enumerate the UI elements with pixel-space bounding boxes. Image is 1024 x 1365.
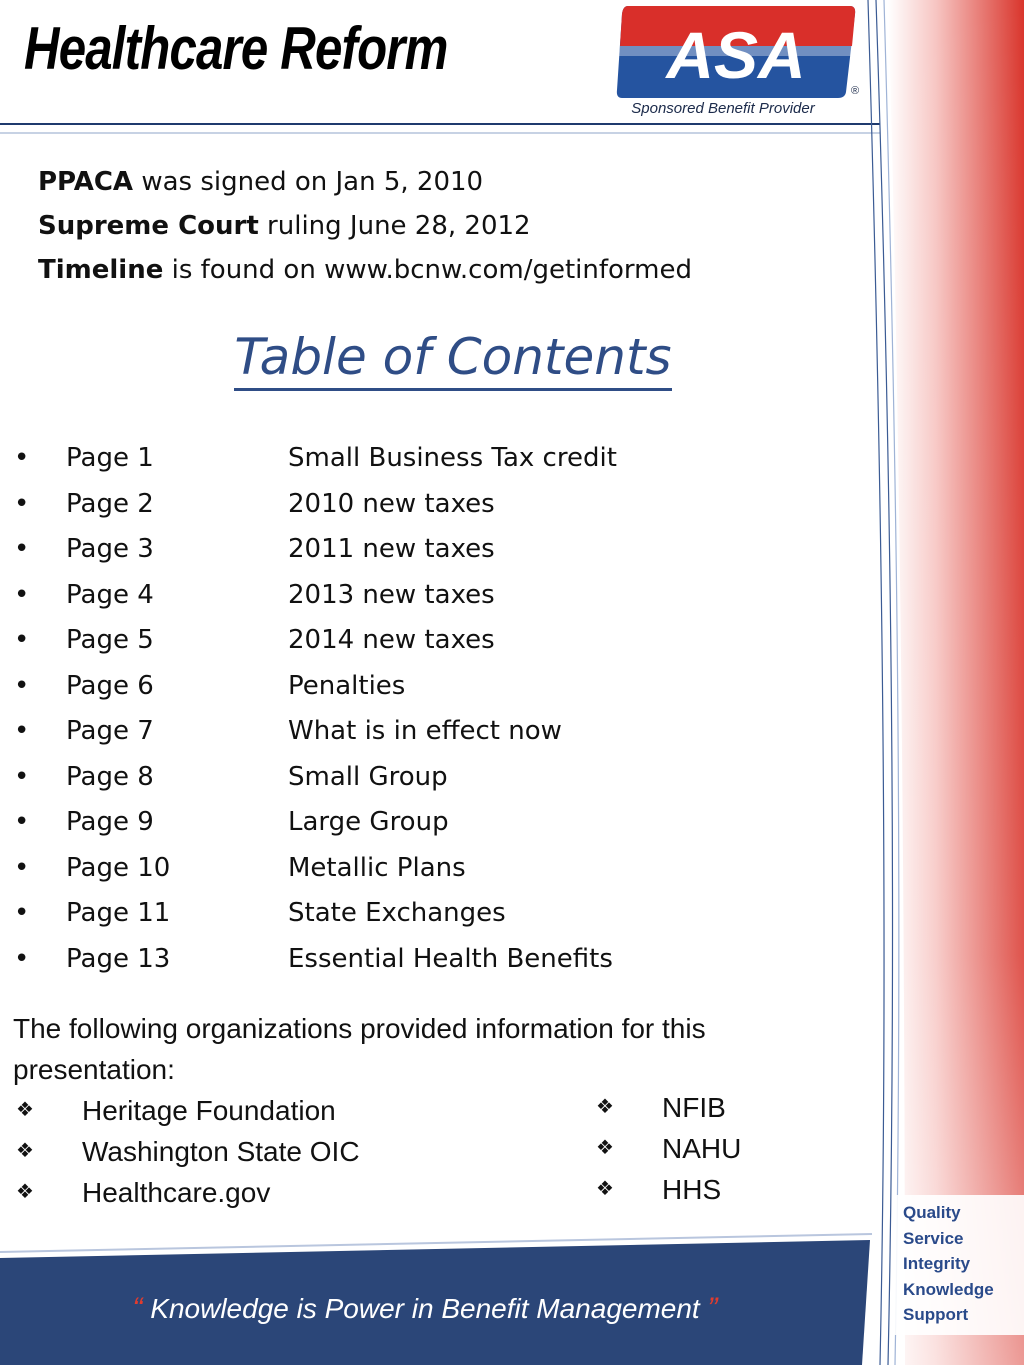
bullet-icon: • [14,443,30,473]
toc-item [14,436,874,482]
toc-page: Page 1 [66,443,154,473]
toc-item [14,755,874,801]
logo-registered: ® [851,85,860,97]
value-item: Support [903,1305,969,1324]
value-item: Quality [903,1203,961,1222]
toc-page: Page 7 [66,716,154,746]
intro-block [38,160,692,292]
bullet-icon: • [14,716,30,746]
toc-topic: 2011 new taxes [288,534,495,564]
intro-bold: Timeline [38,255,164,285]
toc-topic: Small Business Tax credit [288,443,617,473]
toc-topic: Large Group [288,807,449,837]
organization-name: Washington State OIC [82,1136,360,1167]
toc-topic: Metallic Plans [288,852,466,883]
toc-heading-text: Table of Contents [234,328,671,391]
bullet-icon: • [14,625,30,655]
toc-page: Page 13 [66,943,171,974]
close-quote-mark: ” [707,1292,718,1325]
diamond-bullet-icon: ❖ [596,1178,614,1200]
value-item: Integrity [903,1254,971,1273]
toc-topic: 2014 new taxes [288,625,495,655]
logo-tagline: Sponsored Benefit Provider [631,100,815,117]
organization-name: HHS [662,1174,722,1205]
toc-item [14,937,874,983]
intro-line-timeline [38,248,692,292]
organization-name: Healthcare.gov [82,1177,271,1208]
toc-item [14,482,874,528]
toc-list [14,436,874,982]
value-item: Knowledge [903,1279,994,1299]
bullet-icon: • [14,943,30,974]
toc-page: Page 11 [66,898,171,928]
bullet-icon: • [14,807,30,837]
toc-topic: State Exchanges [288,898,506,928]
footer-quote [0,1292,850,1326]
footer-quote-text: Knowledge is Power in Benefit Management [150,1293,700,1324]
diamond-bullet-icon: ❖ [596,1096,614,1118]
toc-item [14,891,874,937]
toc-page: Page 8 [66,761,154,792]
diamond-bullet-icon: ❖ [596,1137,614,1159]
bullet-icon: • [14,761,30,792]
toc-topic: Penalties [288,670,406,701]
toc-page: Page 3 [66,534,154,564]
toc-page: Page 5 [66,625,154,655]
logo-text: ASA [666,18,806,92]
toc-heading [0,328,906,386]
toc-page: Page 10 [66,852,171,883]
intro-bold: Supreme Court [38,211,259,241]
toc-page: Page 4 [66,579,154,610]
bullet-icon: • [14,488,30,519]
toc-topic: 2010 new taxes [288,488,495,519]
toc-item [14,527,874,573]
organization-name: NAHU [662,1133,742,1164]
page-title: Healthcare Reform [24,15,448,82]
intro-text: ruling June 28, 2012 [258,211,531,241]
toc-item [14,573,874,619]
intro-text: is found on www.bcnw.com/getinformed [163,255,692,285]
organization-name: Heritage Foundation [82,1095,336,1126]
toc-topic: Small Group [288,761,448,792]
diamond-bullet-icon: ❖ [16,1181,34,1203]
toc-page: Page 2 [66,488,154,519]
toc-page: Page 6 [66,670,154,701]
organization-name: NFIB [662,1092,726,1123]
intro-bold: PPACA [38,167,134,197]
toc-item [14,618,874,664]
header-rule [0,124,880,133]
toc-page: Page 9 [66,807,154,837]
company-values [903,1200,994,1328]
toc-item [14,664,874,710]
organizations-intro: The following organizations provided information for this presentation: [13,1013,706,1085]
intro-text: was signed on Jan 5, 2010 [133,167,484,197]
bullet-icon: • [14,534,30,564]
open-quote-mark: “ [132,1292,143,1325]
right-red-stripe-fade [888,0,1024,1365]
bullet-icon: • [14,898,30,928]
value-item: Service [903,1228,964,1248]
toc-item [14,800,874,846]
toc-topic: 2013 new taxes [288,579,495,610]
toc-item [14,846,874,892]
toc-topic: Essential Health Benefits [288,943,613,974]
intro-line-supreme-court [38,204,692,248]
toc-topic: What is in effect now [288,716,562,746]
bullet-icon: • [14,670,30,701]
toc-item [14,709,874,755]
diamond-bullet-icon: ❖ [16,1140,34,1162]
bullet-icon: • [14,579,30,610]
intro-line-ppaca [38,160,692,204]
bullet-icon: • [14,852,30,883]
diamond-bullet-icon: ❖ [16,1099,34,1121]
